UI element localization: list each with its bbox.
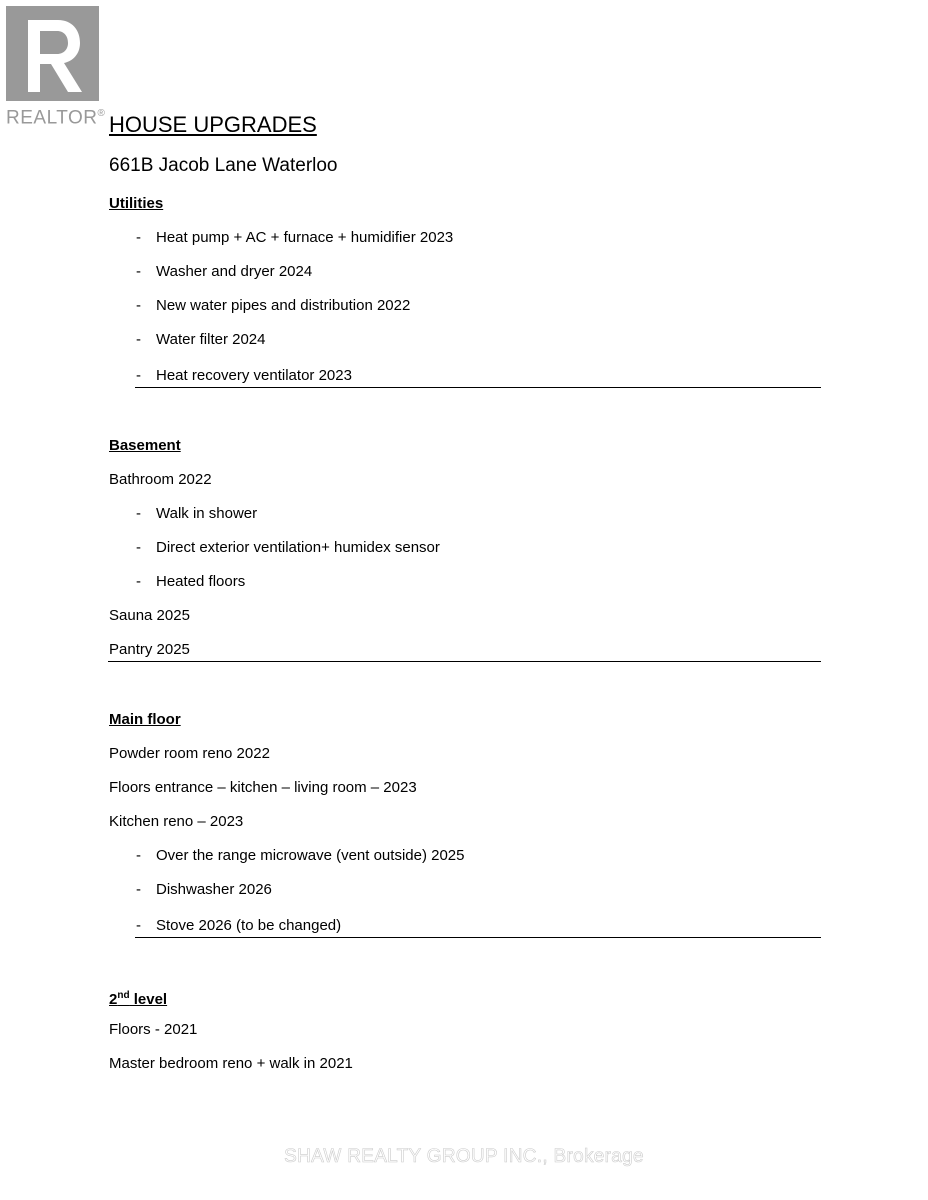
realtor-logo-icon [6,6,99,101]
section-divider [135,937,821,938]
main-floor-floors: Floors entrance – kitchen – living room – 2023 [109,779,417,796]
brokerage-watermark: SHAW REALTY GROUP INC., Brokerage [284,1146,644,1167]
section-divider [108,661,821,662]
main-floor-kitchen: Kitchen reno – 2023 [109,813,244,830]
basement-heading: Basement [109,437,181,454]
second-level-floors: Floors - 2021 [109,1021,198,1038]
second-level-master-bedroom: Master bedroom reno + walk in 2021 [109,1055,353,1072]
utilities-heading: Utilities [109,195,164,212]
section-divider [135,387,821,388]
realtor-r-glyph [6,6,99,101]
second-level-heading: 2nd level [109,990,168,1008]
basement-sauna: Sauna 2025 [109,607,190,624]
main-floor-heading: Main floor [109,711,181,728]
basement-bathroom: Bathroom 2022 [109,471,212,488]
realtor-wordmark: REALTOR® [6,107,106,129]
main-floor-powder-room: Powder room reno 2022 [109,745,270,762]
document-title: HOUSE UPGRADES [109,112,317,137]
property-address: 661B Jacob Lane Waterloo [109,155,338,176]
basement-pantry: Pantry 2025 [109,641,190,658]
